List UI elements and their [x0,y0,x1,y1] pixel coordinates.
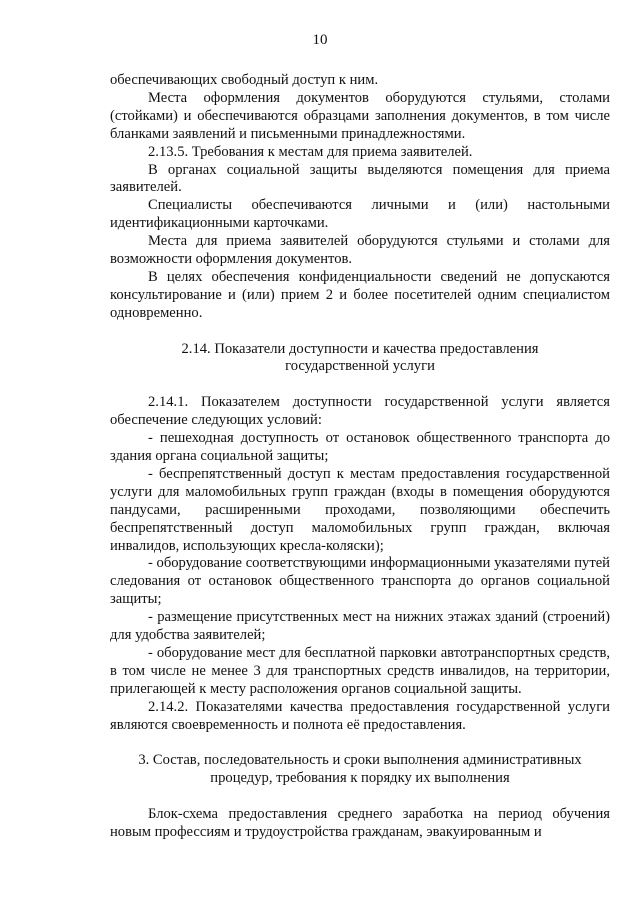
list-item-pedestrian-access: - пешеходная доступность от остановок общественного транспорта до здания органа социальной защиты; [110,430,610,464]
page-number: 10 [312,32,328,48]
paragraph-id-cards: Специалисты обеспечиваются личными и (или) настольными идентификационными карточками. [110,197,610,232]
paragraph-reception-places: Места для приема заявителей оборудуются стульями и столами для возможности оформления документов. [110,233,610,268]
paragraph-document-places: Места оформления документов оборудуются стульями, столами (стойками) и обеспечиваются образцами заполнения документов, в том числе бланками заявлений и письменными принадлежностями. [110,89,610,142]
section-heading-2-14 [110,341,610,377]
paragraph-continuation: обеспечивающих свободный доступ к ним. [110,72,379,88]
section-heading-2-14-line2: государственной услуги [285,358,435,375]
paragraph-confidentiality: В целях обеспечения конфиденциальности сведений не допускаются консультирование и (или) прием 2 и более посетителей одним специалистом одновременно. [110,268,610,321]
list-item-unobstructed-access: - беспрепятственный доступ к местам предоставления государственной услуги для маломобильных групп граждан (входы в помещения оборудуются пандусами, расширенными проходами, позволяющими обеспечить беспрепятственный доступ маломобильных групп граждан, включая инвалидов, использующих кресла-коляски); [110,465,610,554]
paragraph-2-14-2: 2.14.2. Показателями качества предоставления государственной услуги являются своевременность и полнота её предоставления. [110,698,610,733]
paragraph-2-14-1: 2.14.1. Показателем доступности государственной услуги является обеспечение следующих условий: [110,394,610,429]
section-heading-3-line2: процедур, требования к порядку их выполнения [210,770,510,787]
list-item-lower-floors: - размещение присутственных мест на нижних этажах зданий (строений) для удобства заявителей; [110,609,610,644]
paragraph-2-13-5: 2.13.5. Требования к местам для приема заявителей. [148,143,473,160]
paragraph-premises: В органах социальной защиты выделяются помещения для приема заявителей. [110,161,610,196]
document-body [110,72,610,842]
section-heading-2-14-line1: 2.14. Показатели доступности и качества предоставления [181,340,539,357]
paragraph-block-scheme: Блок-схема предоставления среднего заработка на период обучения новым профессиям и трудоустройства гражданам, эвакуированным и [110,806,610,840]
section-heading-3-line1: 3. Состав, последовательность и сроки выполнения административных [138,752,582,769]
list-item-signage: - оборудование соответствующими информационными указателями путей следования от остановок общественного транспорта до органов социальной защиты; [110,555,610,608]
list-item-parking: - оборудование мест для бесплатной парковки автотранспортных средств, в том числе не менее 3 для транспортных средств инвалидов, на территории, прилегающей к месту расположения органов социальной защиты. [110,644,610,697]
section-heading-3 [110,752,610,788]
